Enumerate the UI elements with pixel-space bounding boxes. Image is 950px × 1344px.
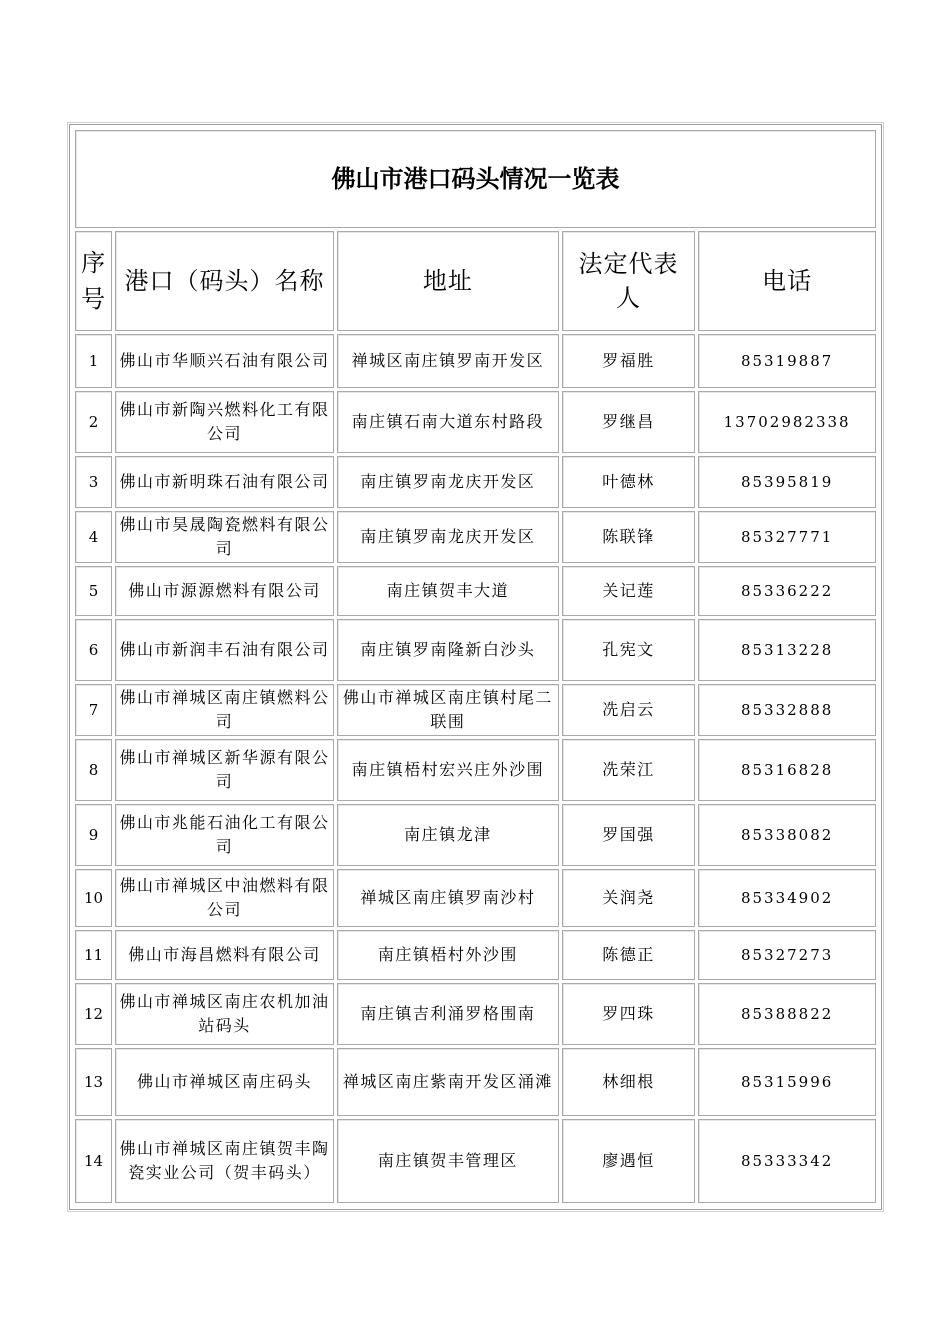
row-representative: 关记莲	[562, 566, 695, 616]
row-index: 2	[75, 391, 112, 453]
header-name: 港口（码头）名称	[115, 231, 334, 331]
row-address: 南庄镇罗南龙庆开发区	[337, 511, 559, 563]
table-row	[75, 684, 876, 736]
row-phone: 13702982338	[698, 391, 876, 453]
row-address: 禅城区南庄镇罗南开发区	[337, 334, 559, 388]
row-name: 佛山市海昌燃料有限公司	[115, 930, 334, 980]
row-index: 12	[75, 983, 112, 1045]
row-representative: 关润尧	[562, 869, 695, 927]
table-row	[75, 869, 876, 927]
row-representative: 林细根	[562, 1048, 695, 1116]
table-row	[75, 456, 876, 508]
row-representative: 叶德林	[562, 456, 695, 508]
row-name: 佛山市禅城区南庄镇燃料公司	[115, 684, 334, 736]
row-address: 南庄镇石南大道东村路段	[337, 391, 559, 453]
row-phone: 85332888	[698, 684, 876, 736]
row-phone: 85336222	[698, 566, 876, 616]
row-phone: 85319887	[698, 334, 876, 388]
row-name: 佛山市兆能石油化工有限公司	[115, 804, 334, 866]
row-name: 佛山市昊晟陶瓷燃料有限公司	[115, 511, 334, 563]
row-representative: 罗国强	[562, 804, 695, 866]
row-address: 南庄镇罗南隆新白沙头	[337, 619, 559, 681]
row-phone: 85327771	[698, 511, 876, 563]
row-phone: 85388822	[698, 983, 876, 1045]
row-index: 7	[75, 684, 112, 736]
row-phone: 85333342	[698, 1119, 876, 1203]
table-row	[75, 566, 876, 616]
row-representative: 罗四珠	[562, 983, 695, 1045]
row-index: 13	[75, 1048, 112, 1116]
row-representative: 冼启云	[562, 684, 695, 736]
row-phone: 85316828	[698, 739, 876, 801]
row-address: 南庄镇吉利涌罗格围南	[337, 983, 559, 1045]
row-representative: 陈德正	[562, 930, 695, 980]
row-representative: 罗继昌	[562, 391, 695, 453]
row-name: 佛山市新润丰石油有限公司	[115, 619, 334, 681]
header-index: 序号	[75, 231, 112, 331]
table-row	[75, 804, 876, 866]
header-representative: 法定代表人	[562, 231, 695, 331]
row-phone: 85334902	[698, 869, 876, 927]
table-row	[75, 511, 876, 563]
row-index: 6	[75, 619, 112, 681]
row-address: 南庄镇梧村外沙围	[337, 930, 559, 980]
table-row	[75, 1048, 876, 1116]
row-address: 禅城区南庄镇罗南沙村	[337, 869, 559, 927]
row-name: 佛山市新陶兴燃料化工有限公司	[115, 391, 334, 453]
row-representative: 陈联锋	[562, 511, 695, 563]
row-address: 南庄镇罗南龙庆开发区	[337, 456, 559, 508]
row-index: 1	[75, 334, 112, 388]
row-representative: 廖遇恒	[562, 1119, 695, 1203]
header-row	[75, 231, 876, 331]
row-index: 8	[75, 739, 112, 801]
table-row	[75, 983, 876, 1045]
row-name: 佛山市华顺兴石油有限公司	[115, 334, 334, 388]
row-address: 南庄镇梧村宏兴庄外沙围	[337, 739, 559, 801]
row-phone: 85338082	[698, 804, 876, 866]
header-phone: 电话	[698, 231, 876, 331]
title-row	[75, 130, 876, 228]
row-name: 佛山市禅城区中油燃料有限公司	[115, 869, 334, 927]
row-name: 佛山市源源燃料有限公司	[115, 566, 334, 616]
row-name: 佛山市禅城区南庄镇贺丰陶瓷实业公司（贺丰码头）	[115, 1119, 334, 1203]
table-row	[75, 930, 876, 980]
row-address: 佛山市禅城区南庄镇村尾二联围	[337, 684, 559, 736]
row-representative: 罗福胜	[562, 334, 695, 388]
row-index: 3	[75, 456, 112, 508]
row-phone: 85327273	[698, 930, 876, 980]
row-address: 南庄镇贺丰大道	[337, 566, 559, 616]
row-representative: 冼荣江	[562, 739, 695, 801]
row-index: 5	[75, 566, 112, 616]
row-address: 南庄镇龙津	[337, 804, 559, 866]
row-name: 佛山市禅城区新华源有限公司	[115, 739, 334, 801]
row-name: 佛山市禅城区南庄农机加油站码头	[115, 983, 334, 1045]
row-name: 佛山市禅城区南庄码头	[115, 1048, 334, 1116]
row-address: 禅城区南庄紫南开发区涌滩	[337, 1048, 559, 1116]
row-index: 4	[75, 511, 112, 563]
row-index: 9	[75, 804, 112, 866]
document-table-frame	[69, 124, 882, 1210]
document-title: 佛山市港口码头情况一览表	[75, 130, 876, 228]
row-phone: 85395819	[698, 456, 876, 508]
row-phone: 85313228	[698, 619, 876, 681]
table-row	[75, 334, 876, 388]
table-row	[75, 619, 876, 681]
row-index: 14	[75, 1119, 112, 1203]
table-row	[75, 1119, 876, 1203]
row-index: 11	[75, 930, 112, 980]
header-address: 地址	[337, 231, 559, 331]
row-phone: 85315996	[698, 1048, 876, 1116]
row-address: 南庄镇贺丰管理区	[337, 1119, 559, 1203]
row-index: 10	[75, 869, 112, 927]
table-row	[75, 739, 876, 801]
row-representative: 孔宪文	[562, 619, 695, 681]
row-name: 佛山市新明珠石油有限公司	[115, 456, 334, 508]
table-row	[75, 391, 876, 453]
harbor-table	[72, 127, 879, 1206]
